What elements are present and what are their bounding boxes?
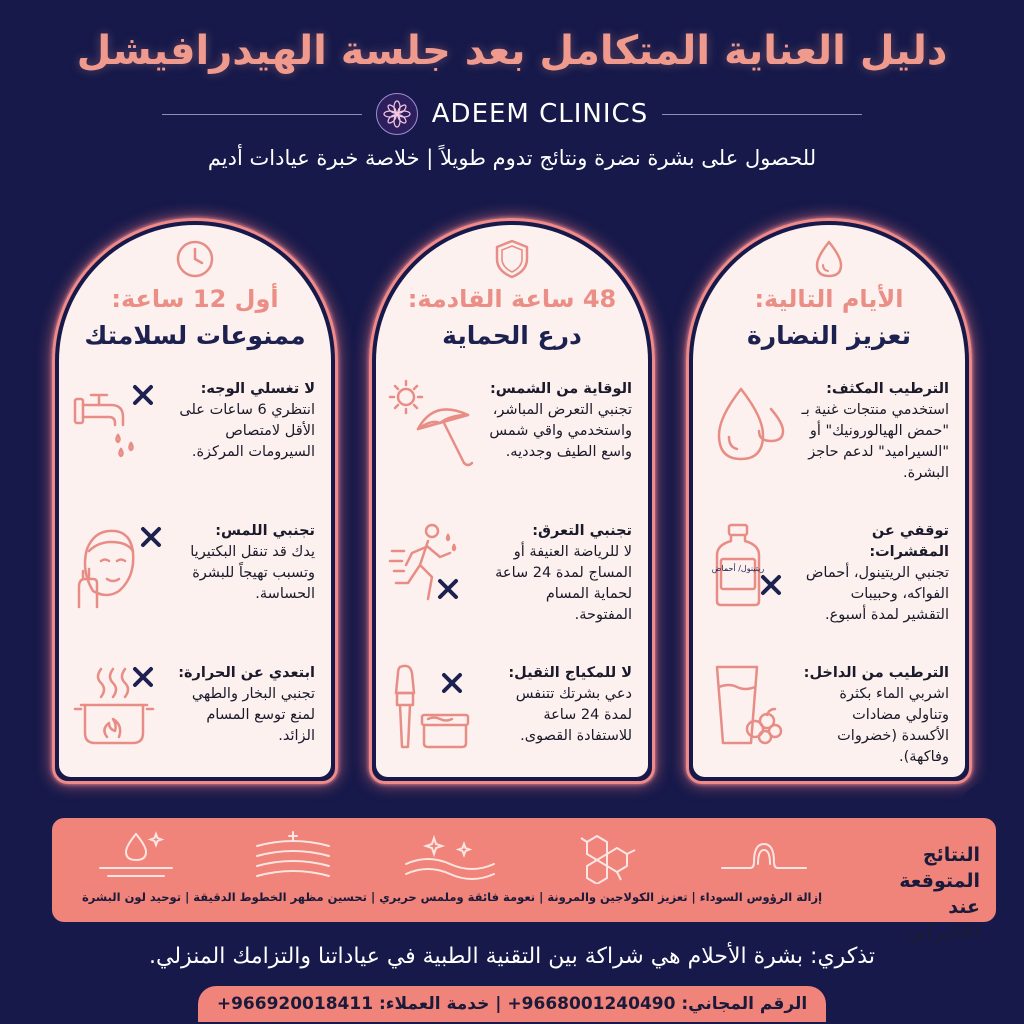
results-title: النتائج المتوقعة عند الالتزام: [899, 844, 980, 944]
item-text-block [801, 379, 949, 484]
card-first-12-hours [52, 218, 338, 784]
item-text-block [484, 379, 632, 463]
item-title: لا للمكياج الثقيل: [508, 665, 632, 681]
card-48-hours [369, 218, 655, 784]
flower-logo-icon [382, 99, 412, 129]
divider-right [662, 114, 862, 115]
steam-pot-icon [71, 663, 171, 753]
item-description: تجنبي التعرض المباشر، واستخدمي واقي شمس واسع الطيف وجدديه. [489, 402, 632, 460]
item-description: يدك قد تنقل البكتيريا وتسبب تهيجاً للبشرة الحساسة. [190, 544, 315, 602]
collagen-icon [551, 828, 663, 884]
item-description: تجنبي البخار والطهي لمنع توسع المسام الزائد. [191, 686, 315, 744]
item-description: استخدمي منتجات غنية بـ "حمض الهيالورونيك" أو "السيراميد" لدعم حاجز البشرة. [801, 402, 949, 481]
cross-icon [763, 577, 779, 593]
even-tone-icon [80, 828, 192, 884]
running-icon [388, 521, 488, 611]
results-banner [52, 818, 996, 944]
card-time-label: أول 12 ساعة: [111, 285, 279, 313]
bottle-label: ريتينول/ أحماض [711, 564, 765, 573]
item-title: ابتعدي عن الحرارة: [178, 665, 315, 681]
skin-layers-icon [237, 828, 349, 884]
results-icon-row [80, 828, 820, 884]
bottle-icon [705, 521, 805, 611]
item-text-block [167, 663, 315, 747]
item-description: انتظري 6 ساعات على الأقل لامتصاص السيرومات المركزة. [179, 402, 315, 460]
contact-bar[interactable]: الرقم المجاني: 9668001240490+ | خدمة العملاء: 966920018411+ [198, 986, 826, 1022]
face-touch-icon [71, 521, 171, 611]
item-title: الترطيب من الداخل: [803, 665, 949, 681]
item-text-block [484, 521, 632, 626]
card-following-days [686, 218, 972, 784]
item-title: الوقاية من الشمس: [490, 381, 632, 397]
item-description: تجنبي الريتينول، أحماض الفواكه، وحبيبات التقشير لمدة أسبوع. [805, 565, 949, 623]
drop-icon [807, 237, 851, 281]
pore-icon [708, 828, 820, 884]
card-heading: ممنوعات لسلامتك [84, 321, 306, 350]
brand-row [0, 92, 1024, 136]
card-time-label: الأيام التالية: [754, 285, 904, 313]
card-heading: درع الحماية [442, 321, 582, 350]
item-text-block [484, 663, 632, 747]
clinic-logo [376, 93, 418, 135]
item-title: الترطيب المكثف: [826, 381, 949, 397]
card-time-label: 48 ساعة القادمة: [407, 285, 617, 313]
cross-icon [143, 529, 159, 545]
water-drops-icon [705, 379, 805, 469]
item-description: لا للرياضة العنيفة أو المساج لمدة 24 ساعة لحماية المسام المفتوحة. [495, 544, 632, 623]
item-title: لا تغسلي الوجه: [200, 381, 315, 397]
item-title: تجنبي التعرق: [532, 523, 632, 539]
item-text-block [801, 521, 949, 626]
cross-icon [135, 669, 151, 685]
cross-icon [135, 387, 151, 403]
makeup-brush-icon [388, 663, 488, 753]
faucet-icon [71, 379, 171, 469]
item-title: تجنبي اللمس: [215, 523, 315, 539]
brand-name: ADEEM CLINICS [431, 99, 649, 129]
item-text-block [167, 521, 315, 605]
clock-icon [173, 237, 217, 281]
card-body [693, 225, 965, 777]
item-description: اشربي الماء بكثرة وتناولي مضادات الأكسدة (خضروات وفاكهة). [837, 686, 949, 765]
results-list: إزالة الرؤوس السوداء | تعزيز الكولاجين والمرونة | نعومة فائقة وملمس حريري | تحسين مظهر الخطوط الدقيقة | توحيد لون البشرة [81, 890, 823, 904]
reminder-text: تذكري: بشرة الأحلام هي شراكة بين التقنية الطبية في عياداتنا والتزامك المنزلي. [149, 944, 875, 969]
card-body [59, 225, 331, 777]
cross-icon [444, 675, 460, 691]
item-description: دعي بشرتك تتنفس لمدة 24 ساعة للاستفادة القصوى. [515, 686, 632, 744]
item-text-block [167, 379, 315, 463]
divider-left [162, 114, 362, 115]
page-subtitle: للحصول على بشرة نضرة ونتائج تدوم طويلاً | خلاصة خبرة عيادات أديم [207, 146, 817, 170]
cross-icon [440, 581, 456, 597]
smooth-skin-icon [394, 828, 506, 884]
water-glass-icon [705, 663, 805, 753]
sun-umbrella-icon [388, 379, 488, 469]
page-title: دليل العناية المتكامل بعد جلسة الهيدرافيشل [76, 28, 948, 74]
shield-icon [490, 237, 534, 281]
card-heading: تعزيز النضارة [746, 321, 912, 350]
item-title: توقفي عن المقشرات: [869, 523, 949, 560]
item-text-block [801, 663, 949, 768]
card-body [376, 225, 648, 777]
